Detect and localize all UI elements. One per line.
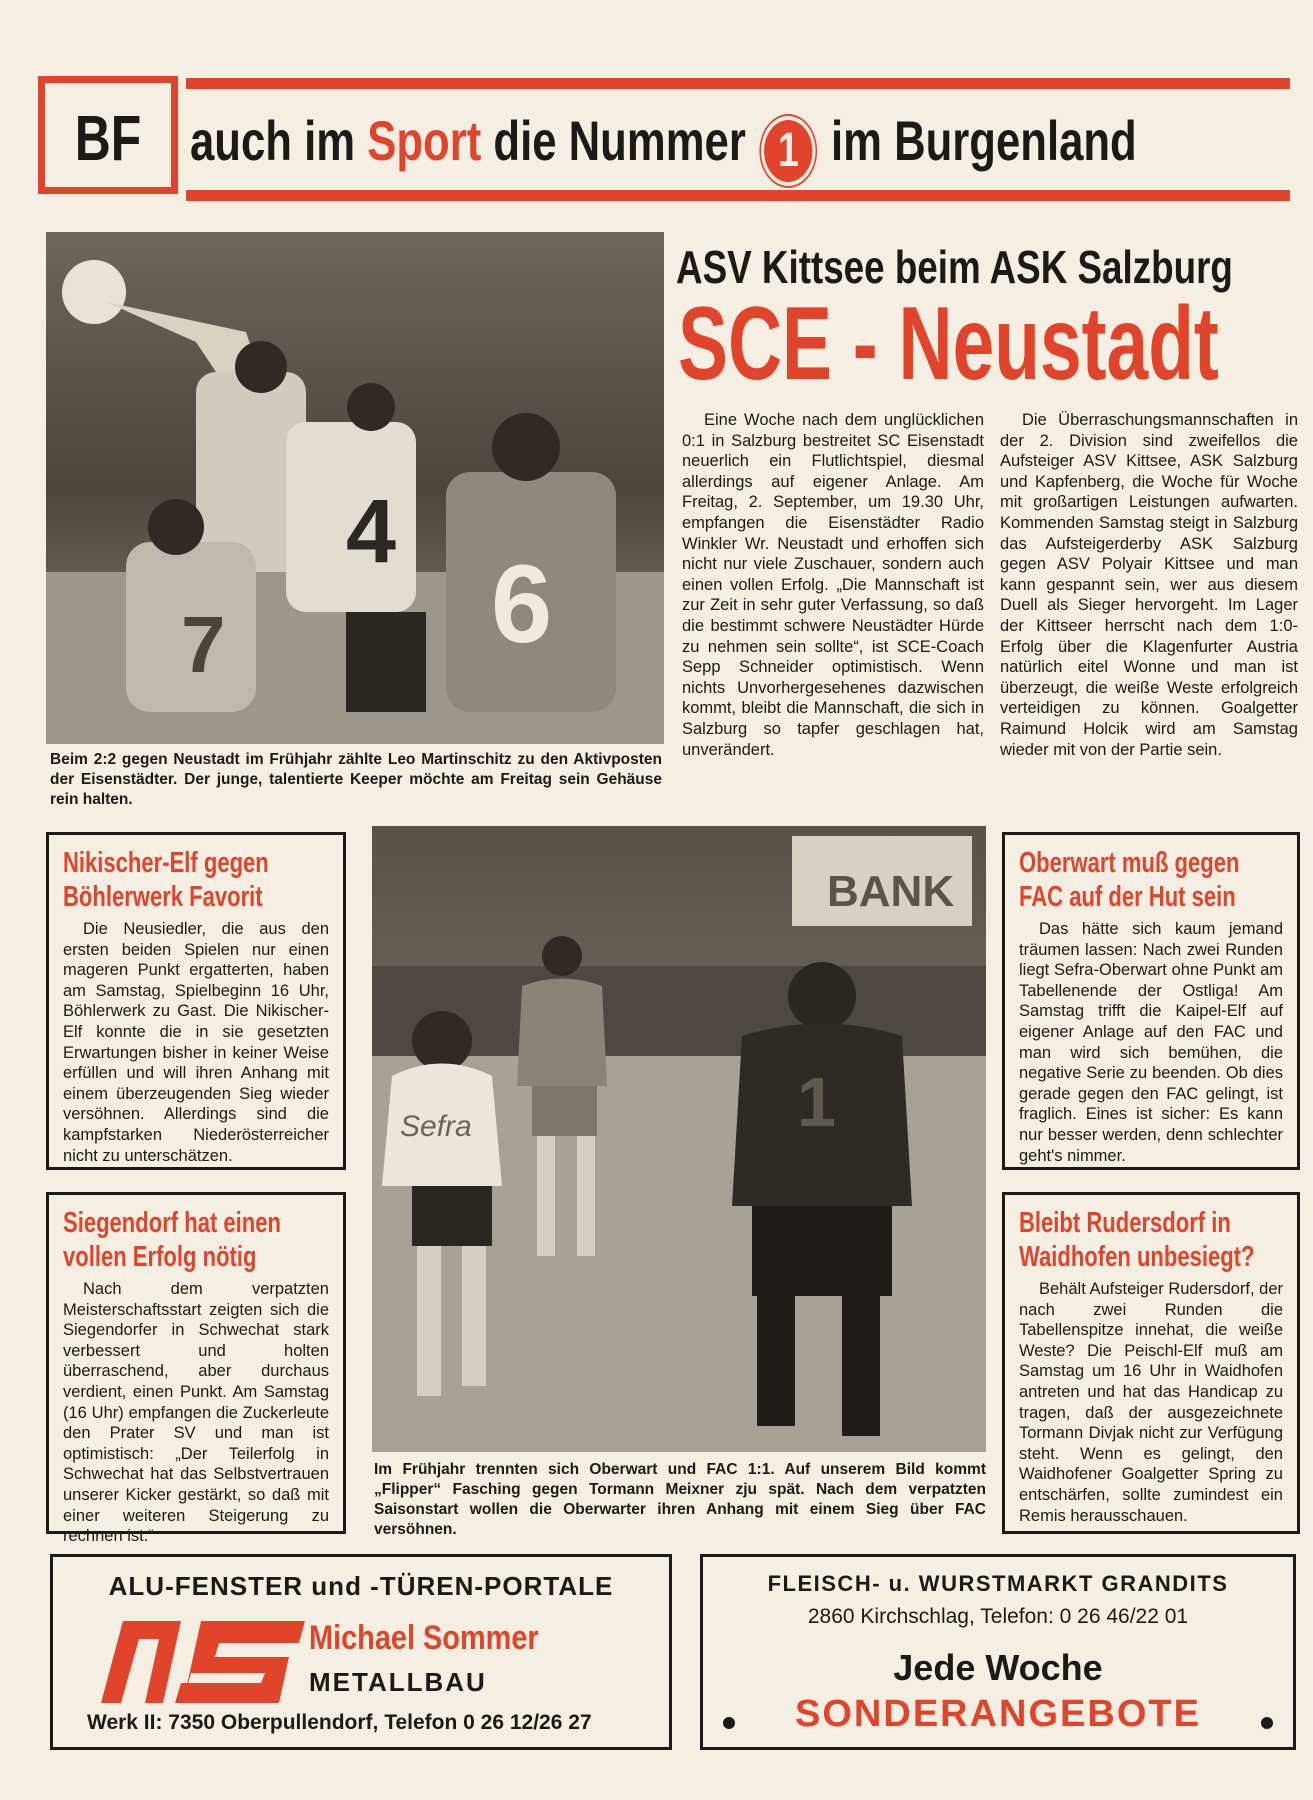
article-column-2: Die Überraschungsmannschaften in der 2. Division sind zweifellos die Aufsteiger ASV Kittsee, ASK Salzburg und Kapfenberg, die Woche für Woche mit großartigen Leistungen aufwarten. Kommenden Samstag steigt in Salzburg das Aufsteigerderby ASK Salzburg gegen ASV Polyair Kittsee und man kann gespannt sein, wer aus diesem Duell als Sieger hervorgeht. Im Lager der Kittseer herrscht nach dem 1:0-Erfolg über die Klagenfurter Austria natürlich eitel Wonne und man ist überzeugt, die weiße Weste erfolgreich verteidigen zu können. Goalgetter Raimund Holcik wird am Samstag wieder mit von der Partie sein. [1000, 411, 1298, 759]
keeper-jersey-number: 1 [797, 1063, 836, 1141]
box-nikischer-title-2: Böhlerwerk Favorit [63, 881, 263, 913]
box-rudersdorf-text: Behält Aufsteiger Rudersdorf, der nach zwei Runden die Tabellenspitze innehat, die weiße Weste? Die Peischl-Elf muß am Samstag um 16 Uhr in Waidhofen antreten und hat das Handicap zu tragen, daß der ausgezeichnete Tormann Divjak nicht zur Verfügung steht. Wenn es gelingt, den Waidhofener Goalgetter Spring zu entschärfen, sollte zumindest ein Remis herausschauen. [1019, 1280, 1283, 1525]
photo-goalkeeper-match [46, 232, 664, 744]
article-headline: SCE - Neustadt [678, 286, 1219, 402]
ad-sommer-address: Werk II: 7350 Oberpullendorf, Telefon 0 26 12/26 27 [87, 1711, 592, 1734]
ad-grandits-address: 2860 Kirchschlag, Telefon: 0 26 46/22 01 [807, 1605, 1189, 1628]
bf-logo-box [38, 76, 178, 194]
banner-slogan [190, 108, 1137, 178]
box-siegendorf-title-2: vollen Erfolg nötig [63, 1241, 257, 1273]
ad-grandits-headline: FLEISCH- u. WURSTMARKT GRANDITS [767, 1571, 1229, 1596]
jersey-number-7: 7 [181, 600, 226, 689]
box-nikischer-text: Die Neusiedler, die aus den ersten beiden Spielen nur einen mageren Punkt ergatterten, haben am Samstag, Spielbeginn 16 Uhr, Böhlerwerk zu Gast. Die Nikischer-Elf konnte die in sie gesetzten Erwartungen bisher in keiner Weise erfüllen und will ihren Anhang mit einem überzeugenden Sieg wieder versöhnen. Allerdings sind die kampfstarken Niederösterreicher nicht zu unterschätzen. [63, 920, 329, 1165]
slogan-highlight: Sport [367, 109, 482, 172]
photo1-caption: Beim 2:2 gegen Neustadt im Frühjahr zählte Leo Martinschitz zu den Aktivposten der Eisenstädter. Der junge, talentierte Keeper möchte am Freitag sein Gehäuse rein halten. [50, 751, 662, 808]
article-column-1: Eine Woche nach dem unglücklichen 0:1 in Salzburg bestreitet SC Eisenstadt neuerlich ein Flutlichtspiel, diesmal allerdings auf eigener Anlage. Am Freitag, 2. September, um 19.30 Uhr, empfangen die Eisenstädter Radio Winkler Wr. Neustadt und erhoffen sich nicht nur viele Zuschauer, sondern auch einen vollen Erfolg. „Die Mannschaft ist zur Zeit in sehr guter Verfassung, so daß die bestimmt schwere Neustädter Hürde zu nehmen sein sollte“, ist SCE-Coach Sepp Schneider optimistisch. Wenn nichts Unvorhergesehenes dazwischen kommt, bleibt die Mannschaft, die sich in Salzburg so tapfer geschlagen hat, unverändert. [682, 411, 984, 759]
photo-oberwart-fac [372, 826, 986, 1452]
box-oberwart-text: Das hätte sich kaum jemand träumen lassen: Nach zwei Runden liegt Sefra-Oberwart ohne Punkt am Tabellenende der Ostliga! Am Samstag trifft die Kaipel-Elf auf eigener Anlage auf den FAC und man wird sich bemühen, die negative Serie zu beenden. Ob dies gerade gegen den FAC gelingt, ist fraglich. Eines ist sicher: Es kann nur besser werden, denn schlechter geht's nimmer. [1019, 920, 1283, 1165]
banner-bottom-rule [186, 190, 1290, 201]
box-rudersdorf [1002, 1192, 1300, 1534]
ad-michael-sommer [50, 1554, 672, 1750]
slogan-part2: die Nummer [493, 109, 746, 172]
box-rudersdorf-title-1: Bleibt Rudersdorf in [1019, 1207, 1231, 1239]
box-oberwart [1002, 832, 1300, 1170]
bullet-dot-icon [1261, 1717, 1273, 1729]
ad-sommer-trade: METALLBAU [309, 1667, 487, 1697]
box-rudersdorf-title-2: Waidhofen unbesiegt? [1019, 1241, 1255, 1273]
box-siegendorf [46, 1192, 346, 1546]
slogan-part3: im Burgenland [830, 109, 1137, 172]
article-kicker: ASV Kittsee beim ASK Salzburg [676, 241, 1233, 293]
photo2-caption: Im Frühjahr trennten sich Oberwart und FAC 1:1. Auf unserem Bild kommt „Flipper“ Fasching gegen Tormann Meixner zju spät. Nach dem verpatzten Saisonstart wollen die Oberwarter ihren Anhang mit einem Sieg über FAC versöhnen. [374, 1461, 986, 1538]
ad-grandits [700, 1554, 1296, 1750]
jersey-number-4: 4 [346, 482, 397, 582]
bf-logo: BF [74, 102, 142, 174]
ad-grandits-weekly: Jede Woche [893, 1647, 1103, 1688]
stadium-banner-text: BANK [827, 867, 955, 916]
banner-top-rule [186, 78, 1290, 89]
ms-logo-icon [93, 1613, 313, 1705]
ad-sommer-headline: ALU-FENSTER und -TÜREN-PORTALE [108, 1571, 614, 1601]
ad-sommer-name: Michael Sommer [309, 1619, 539, 1657]
slogan-part1: auch im [190, 109, 356, 172]
shirt-sponsor: Sefra [400, 1110, 472, 1143]
box-nikischer [46, 832, 346, 1170]
box-oberwart-title-1: Oberwart muß gegen [1019, 847, 1240, 879]
box-nikischer-title-1: Nikischer-Elf gegen [63, 847, 269, 879]
bullet-dot-icon [723, 1717, 735, 1729]
ad-grandits-offers: SONDERANGEBOTE [795, 1693, 1201, 1735]
number-one-badge: 1 [764, 120, 812, 182]
box-oberwart-title-2: FAC auf der Hut sein [1019, 881, 1236, 913]
box-siegendorf-text: Nach dem verpatzten Meisterschaftsstart zeigten sich die Siegendorfer in Schwechat stark verbessert und holten überraschend, aber durchaus verdient, einen Punkt. Am Samstag (16 Uhr) empfangen die Zuckerleute den Prater SV und man ist optimistisch: „Der Teilerfolg in Schwechat hat das Selbstvertrauen unserer Kicker gestärkt, so daß mit einer weiteren Steigerung zu rechnen ist.“ [63, 1280, 329, 1546]
jersey-number-6: 6 [491, 543, 553, 666]
box-siegendorf-title-1: Siegendorf hat einen [63, 1207, 281, 1239]
